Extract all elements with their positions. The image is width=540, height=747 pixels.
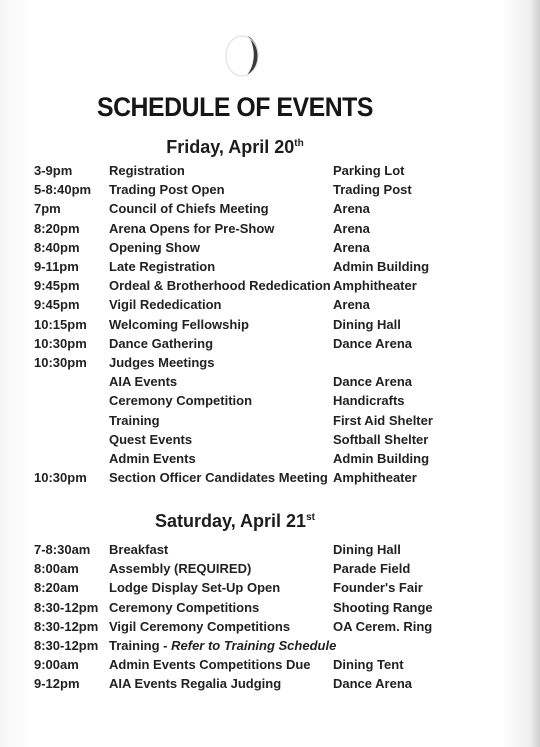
day-heading-text: Friday, April 20: [166, 137, 295, 157]
event-name: [109, 259, 215, 274]
event-location: Dining Tent: [333, 657, 404, 673]
event-location: Dance Arena: [333, 335, 412, 351]
event-time: 8:40pm: [34, 239, 80, 255]
event-time: 5-8:40pm: [34, 182, 92, 198]
event-location: Arena: [333, 239, 370, 255]
event-name-text: Welcoming Fellowship: [109, 316, 249, 332]
event-name-text: Vigil Rededication: [109, 297, 222, 313]
event-time: 8:30-12pm: [34, 618, 99, 634]
event-name: [109, 240, 200, 255]
event-name-text: Judges Meetings: [109, 355, 215, 370]
event-name-text: Section Officer Candidates Meeting: [109, 470, 328, 486]
event-name: [109, 657, 311, 672]
event-time: 7pm: [34, 201, 61, 217]
event-name-text: Ceremony Competitions: [109, 599, 260, 615]
event-name-text: Dance Gathering: [109, 335, 214, 351]
event-name-text: Assembly (REQUIRED): [109, 561, 252, 577]
event-name: [109, 393, 252, 408]
event-time: 9:00am: [34, 657, 79, 673]
event-name: [109, 374, 177, 389]
event-location: Amphitheater: [333, 470, 417, 486]
day-heading-suffix: st: [306, 512, 315, 523]
event-time: 10:30pm: [34, 355, 87, 370]
event-location: Softball Shelter: [333, 431, 429, 447]
event-name: [109, 451, 196, 466]
event-name-text: Vigil Ceremony Competitions: [109, 618, 291, 634]
event-name: [109, 278, 331, 293]
event-location: Dining Hall: [333, 542, 401, 557]
binder-hole-icon: [222, 30, 268, 80]
event-time: 8:30-12pm: [34, 599, 99, 615]
event-time: 7-8:30am: [34, 542, 91, 557]
event-location: Handicrafts: [333, 393, 405, 409]
event-name-text: AIA Events: [109, 374, 178, 390]
event-time: 8:20am: [34, 580, 79, 596]
event-name: [109, 638, 336, 653]
day-heading-text: Saturday, April 21: [155, 511, 307, 531]
event-name: [109, 182, 225, 197]
event-name-text: Registration: [109, 163, 185, 178]
event-location: Parade Field: [333, 561, 411, 577]
event-name-text: Late Registration: [109, 259, 216, 274]
event-time: 10:15pm: [34, 316, 87, 332]
event-name: [109, 580, 280, 595]
day-heading-friday: [0, 137, 470, 158]
event-name: [109, 676, 281, 691]
event-name-text: Training -: [109, 638, 172, 653]
event-name-text: Lodge Display Set-Up Open: [109, 580, 281, 596]
event-time: 8:30-12pm: [34, 638, 99, 653]
event-name-text: Ceremony Competition: [109, 393, 253, 409]
event-location: Amphitheater: [333, 278, 417, 294]
event-name: [109, 317, 249, 332]
event-name: [109, 201, 269, 216]
event-location: Admin Building: [333, 451, 430, 466]
event-name-text: Admin Events: [109, 451, 196, 466]
event-location: Dance Arena: [333, 374, 412, 390]
event-location: Dance Arena: [333, 676, 412, 692]
event-time: 10:30pm: [34, 335, 87, 351]
event-location: Admin Building: [333, 259, 430, 274]
event-name-text: Breakfast: [109, 542, 169, 557]
event-time: 8:00am: [34, 561, 79, 577]
event-name: [109, 221, 274, 236]
event-location: Dining Hall: [333, 316, 401, 332]
event-name-text: Trading Post Open: [109, 182, 225, 198]
event-location: Founder's Fair: [333, 580, 423, 596]
event-time: 9:45pm: [34, 278, 80, 294]
event-time: 9-11pm: [34, 259, 79, 274]
event-location: Shooting Range: [333, 599, 433, 615]
event-location: First Aid Shelter: [333, 412, 433, 428]
event-time: 10:30pm: [34, 470, 87, 486]
event-time: 8:20pm: [34, 220, 80, 236]
event-name-text: Ordeal & Brotherhood Rededication: [109, 278, 331, 294]
page-edge-shadow: [530, 0, 540, 747]
event-name-text: Council of Chiefs Meeting: [109, 201, 269, 217]
day-heading-suffix: th: [294, 138, 304, 149]
event-time: 9:45pm: [34, 297, 80, 313]
event-name: [109, 355, 214, 370]
event-location: Arena: [333, 201, 370, 217]
event-name-text: Arena Opens for Pre-Show: [109, 220, 275, 236]
event-name-text: Admin Events Competitions Due: [109, 657, 311, 673]
event-name: [109, 297, 221, 312]
event-name: [109, 470, 328, 485]
event-location: Arena: [333, 220, 370, 236]
event-name: [109, 542, 168, 557]
event-name: [109, 413, 160, 428]
event-name-text: Opening Show: [109, 239, 200, 255]
event-name: [109, 432, 192, 447]
event-name-text: Training: [109, 412, 160, 428]
event-name: [109, 336, 213, 351]
event-name: [109, 619, 290, 634]
event-name: [109, 163, 185, 178]
event-location: OA Cerem. Ring: [333, 618, 433, 634]
event-time: 3-9pm: [34, 163, 73, 178]
page-title: SCHEDULE OF EVENTS: [96, 92, 374, 122]
event-name-text: Quest Events: [109, 431, 193, 447]
day-heading-saturday: [0, 511, 470, 532]
event-location: Trading Post: [333, 182, 412, 198]
event-name: [109, 561, 251, 576]
event-name: [109, 600, 259, 615]
event-location: Parking Lot: [333, 163, 405, 178]
event-time: 9-12pm: [34, 676, 80, 692]
event-note: Refer to Training Schedule: [171, 638, 337, 653]
event-location: Arena: [333, 297, 370, 313]
event-name-text: AIA Events Regalia Judging: [109, 676, 282, 692]
